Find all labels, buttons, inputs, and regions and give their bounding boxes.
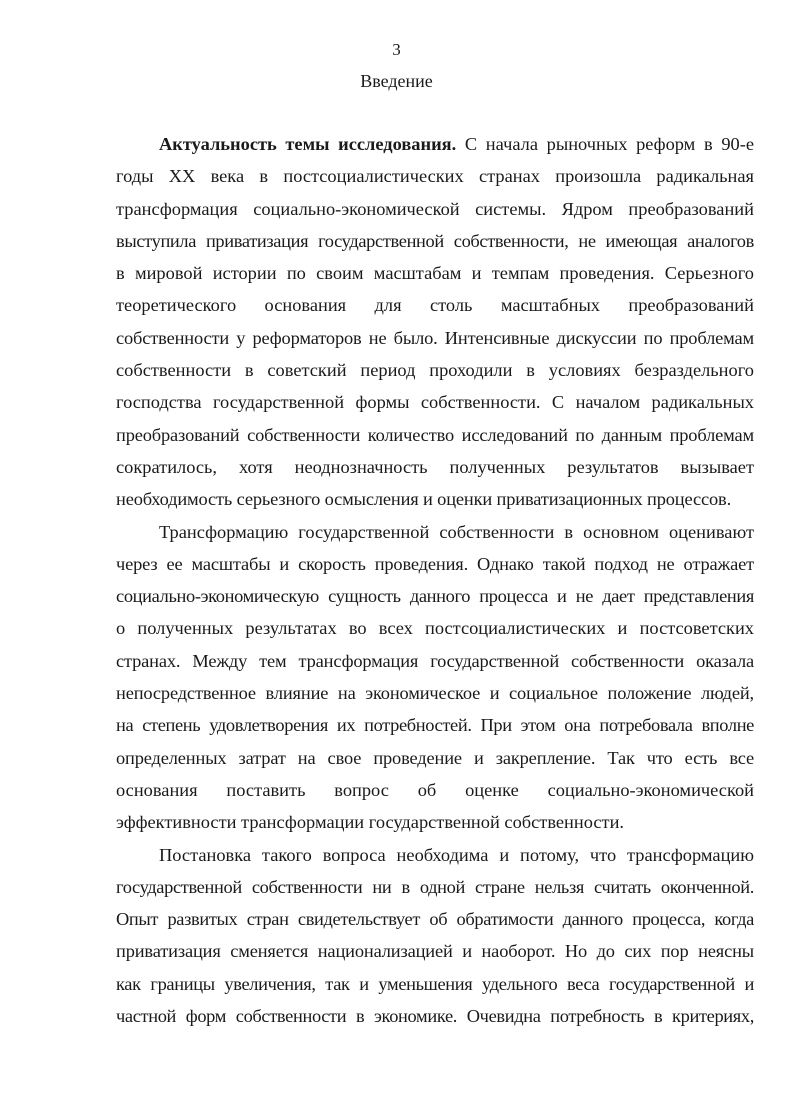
text-line: на степень удовлетворения их потребностей. При этом она потребовала вполне — [116, 715, 754, 736]
text-line: государственной собственности ни в одной стране нельзя считать оконченной. — [116, 876, 754, 897]
line-text: С начала рыночных реформ в 90-е — [456, 134, 754, 154]
text-line: собственности у реформаторов не было. Интенсивные дискуссии по проблемам — [116, 327, 754, 348]
text-line: трансформация социально-экономической системы. Ядром преобразований — [116, 198, 754, 219]
text-line: непосредственное влияние на экономическое и социальное положение людей, — [116, 683, 754, 704]
text-line: приватизация сменяется национализацией и наоборот. Но до сих пор неясны — [116, 941, 754, 962]
text-line: Постановка такого вопроса необходима и потому, что трансформацию — [159, 844, 754, 865]
text-line: в мировой истории по своим масштабам и темпам проведения. Серьезного — [116, 263, 754, 284]
text-line: через ее масштабы и скорость проведения. Однако такой подход не отражает — [116, 553, 754, 574]
text-line: необходимость серьезного осмысления и оценки приватизационных процессов. — [116, 489, 732, 510]
text-line: теоретического основания для столь масштабных преобразований — [116, 295, 754, 316]
text-line: социально-экономическую сущность данного процесса и не дает представления — [116, 586, 754, 607]
text-line: частной форм собственности в экономике. Очевидна потребность в критериях, — [116, 1006, 754, 1027]
text-line: о полученных результатах во всех постсоциалистических и постсоветских — [116, 618, 754, 639]
text-line — [116, 128, 754, 160]
lead-phrase: Актуальность темы исследования. — [159, 134, 457, 154]
text-line: сократилось, хотя неоднозначность полученных результатов вызывает — [116, 456, 754, 477]
text-line: выступила приватизация государственной собственности, не имеющая аналогов — [116, 230, 754, 251]
text-line: Опыт развитых стран свидетельствует об обратимости данного процесса, когда — [116, 909, 754, 930]
text-line: как границы увеличения, так и уменьшения удельного веса государственной и — [116, 973, 754, 994]
page-number: 3 — [392, 40, 401, 59]
text-line: основания поставить вопрос об оценке социально-экономической — [116, 779, 754, 800]
text-line: определенных затрат на свое проведение и закрепление. Так что есть все — [116, 747, 754, 768]
text-line: преобразований собственности количество исследований по данным проблемам — [116, 424, 754, 445]
text-line: эффективности трансформации государственной собственности. — [116, 812, 625, 833]
text-line: собственности в советский период проходили в условиях безраздельного — [116, 360, 754, 381]
body-text — [116, 128, 754, 1032]
paragraph — [116, 839, 754, 1033]
text-line: странах. Между тем трансформация государственной собственности оказала — [116, 650, 754, 671]
text-line: годы XX века в постсоциалистических странах произошла радикальная — [116, 166, 754, 187]
section-heading: Введение — [360, 71, 433, 91]
text-line: господства государственной формы собственности. С началом радикальных — [116, 392, 754, 413]
text-line: Трансформацию государственной собственности в основном оценивают — [159, 521, 754, 542]
paragraph — [116, 516, 754, 839]
paragraph — [116, 128, 754, 516]
